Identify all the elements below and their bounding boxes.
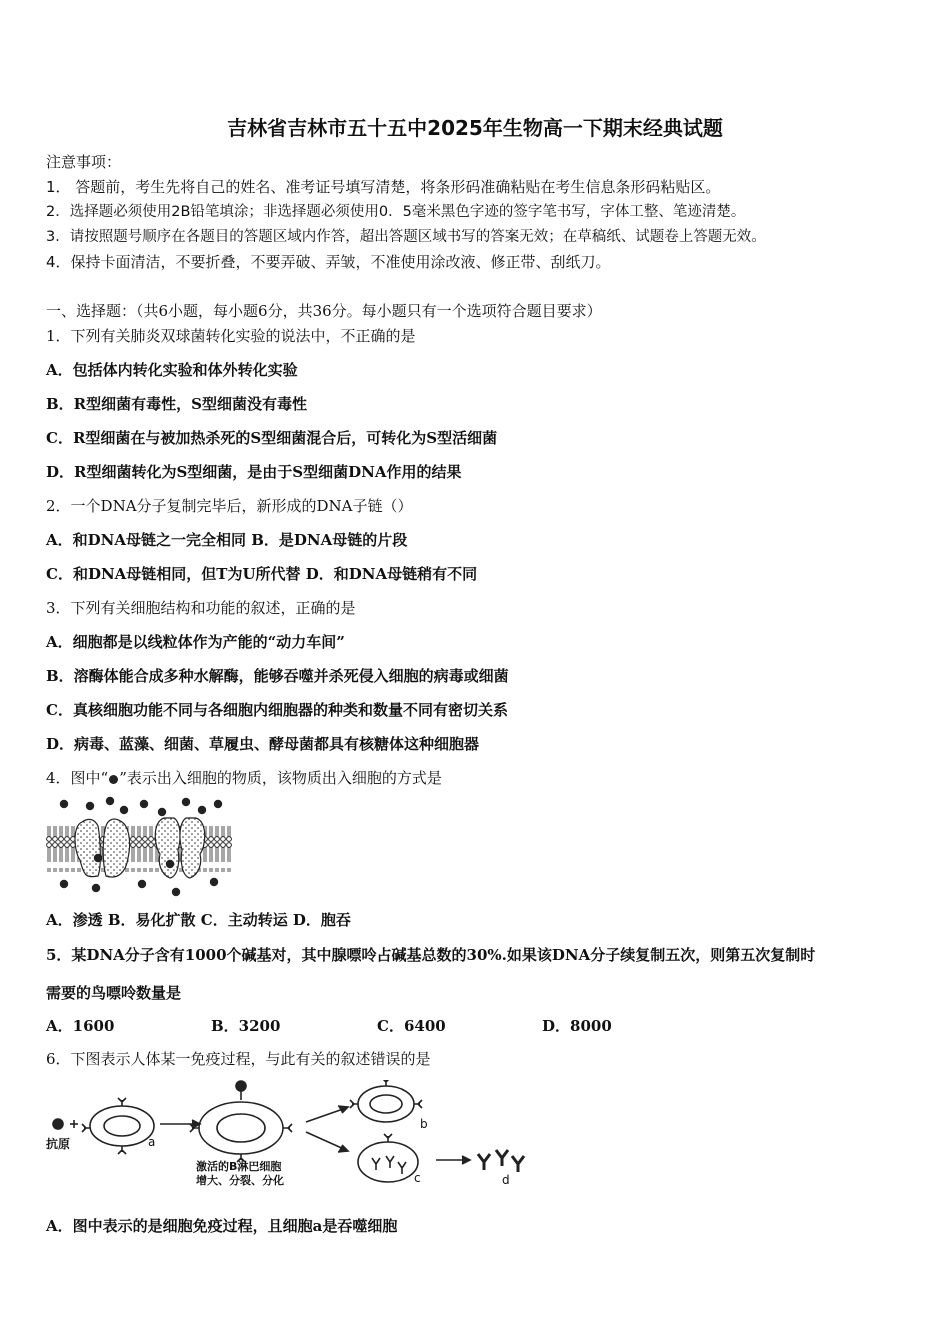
q2-options-ab: A．和DNA母链之一完全相同 B．是DNA母链的片段	[46, 531, 408, 549]
question-5-stem-line1: 5．某DNA分子含有1000个碱基对，其中腺嘌呤占碱基总数的30%.如果该DNA分子续复制五次，则第五次复制时	[46, 946, 816, 964]
q4-options: A．渗透 B．易化扩散 C．主动转运 D．胞吞	[46, 911, 351, 929]
label-c: c	[414, 1171, 421, 1185]
notice-item: 1． 答题前，考生先将自己的姓名、准考证号填写清楚，将条形码准确粘贴在考生信息条形码粘贴区。	[46, 178, 721, 196]
q1-option-a: A．包括体内转化实验和体外转化实验	[46, 361, 298, 379]
q3-option-c: C．真核细胞功能不同与各细胞内细胞器的种类和数量不同有密切关系	[46, 701, 508, 719]
q5-option-d: D．8000	[542, 1017, 612, 1035]
label-a: a	[148, 1135, 156, 1149]
q5-option-c: C．6400	[377, 1017, 446, 1035]
q5-option-a: A．1600	[46, 1017, 115, 1035]
q3-option-a: A．细胞都是以线粒体作为产能的“动力车间”	[46, 633, 345, 651]
label-d: d	[502, 1173, 510, 1187]
notice-item: 2．选择题必须使用2B铅笔填涂；非选择题必须使用0．5毫米黑色字迹的签字笔书写，字体工整、笔迹清楚。	[46, 204, 746, 220]
q2-options-cd: C．和DNA母链相同，但T为U所代替 D．和DNA母链稍有不同	[46, 565, 478, 583]
notice-item: 4．保持卡面清洁，不要折叠，不要弄破、弄皱，不准使用涂改液、修正带、刮纸刀。	[46, 253, 611, 271]
question-1-stem: 1．下列有关肺炎双球菌转化实验的说法中，不正确的是	[46, 327, 416, 345]
q3-option-b: B．溶酶体能合成多种水解酶，能够吞噬并杀死侵入细胞的病毒或细菌	[46, 667, 509, 685]
label-b: b	[420, 1117, 428, 1131]
q1-option-c: C．R型细菌在与被加热杀死的S型细菌混合后，可转化为S型活细菌	[46, 429, 498, 447]
q5-option-b: B．3200	[211, 1017, 281, 1035]
question-4-stem	[46, 768, 442, 788]
section-heading: 一、选择题：（共6小题，每小题6分，共36分。每小题只有一个选项符合题目要求）	[46, 302, 602, 320]
caption-line2: 增大、分裂、分化	[196, 1174, 284, 1187]
q3-option-d: D．病毒、蓝藻、细菌、草履虫、酵母菌都具有核糖体这种细胞器	[46, 735, 480, 753]
q6-option-a: A．图中表示的是细胞免疫过程，且细胞a是吞噬细胞	[46, 1217, 398, 1235]
question-6-stem: 6．下图表示人体某一免疫过程，与此有关的叙述错误的是	[46, 1050, 431, 1068]
q1-option-d: D．R型细菌转化为S型细菌，是由于S型细菌DNA作用的结果	[46, 463, 462, 481]
q1-option-b: B．R型细菌有毒性，S型细菌没有毒性	[46, 395, 307, 413]
label-antigen: 抗原	[46, 1137, 71, 1151]
page-title: 吉林省吉林市五十五中2025年生物高一下期末经典试题	[227, 116, 723, 140]
caption-line1: 激活的B淋巴细胞	[196, 1160, 282, 1173]
membrane-transport-figure	[46, 796, 232, 900]
particle-icon	[109, 775, 118, 784]
notice-item: 3．请按照题号顺序在各题目的答题区域内作答，超出答题区域书写的答案无效；在草稿纸、试题卷上答题无效。	[46, 229, 766, 245]
question-5-stem-line2: 需要的鸟嘌呤数量是	[46, 984, 182, 1002]
immune-process-figure	[46, 1080, 546, 1192]
q4-stem-pre: 4．图中“	[46, 769, 109, 787]
question-3-stem: 3．下列有关细胞结构和功能的叙述，正确的是	[46, 599, 356, 617]
q4-stem-post: ”表示出入细胞的物质，该物质出入细胞的方式是	[119, 769, 442, 787]
notice-heading: 注意事项：	[46, 153, 122, 171]
question-2-stem: 2．一个DNA分子复制完毕后，新形成的DNA子链（）	[46, 497, 413, 515]
